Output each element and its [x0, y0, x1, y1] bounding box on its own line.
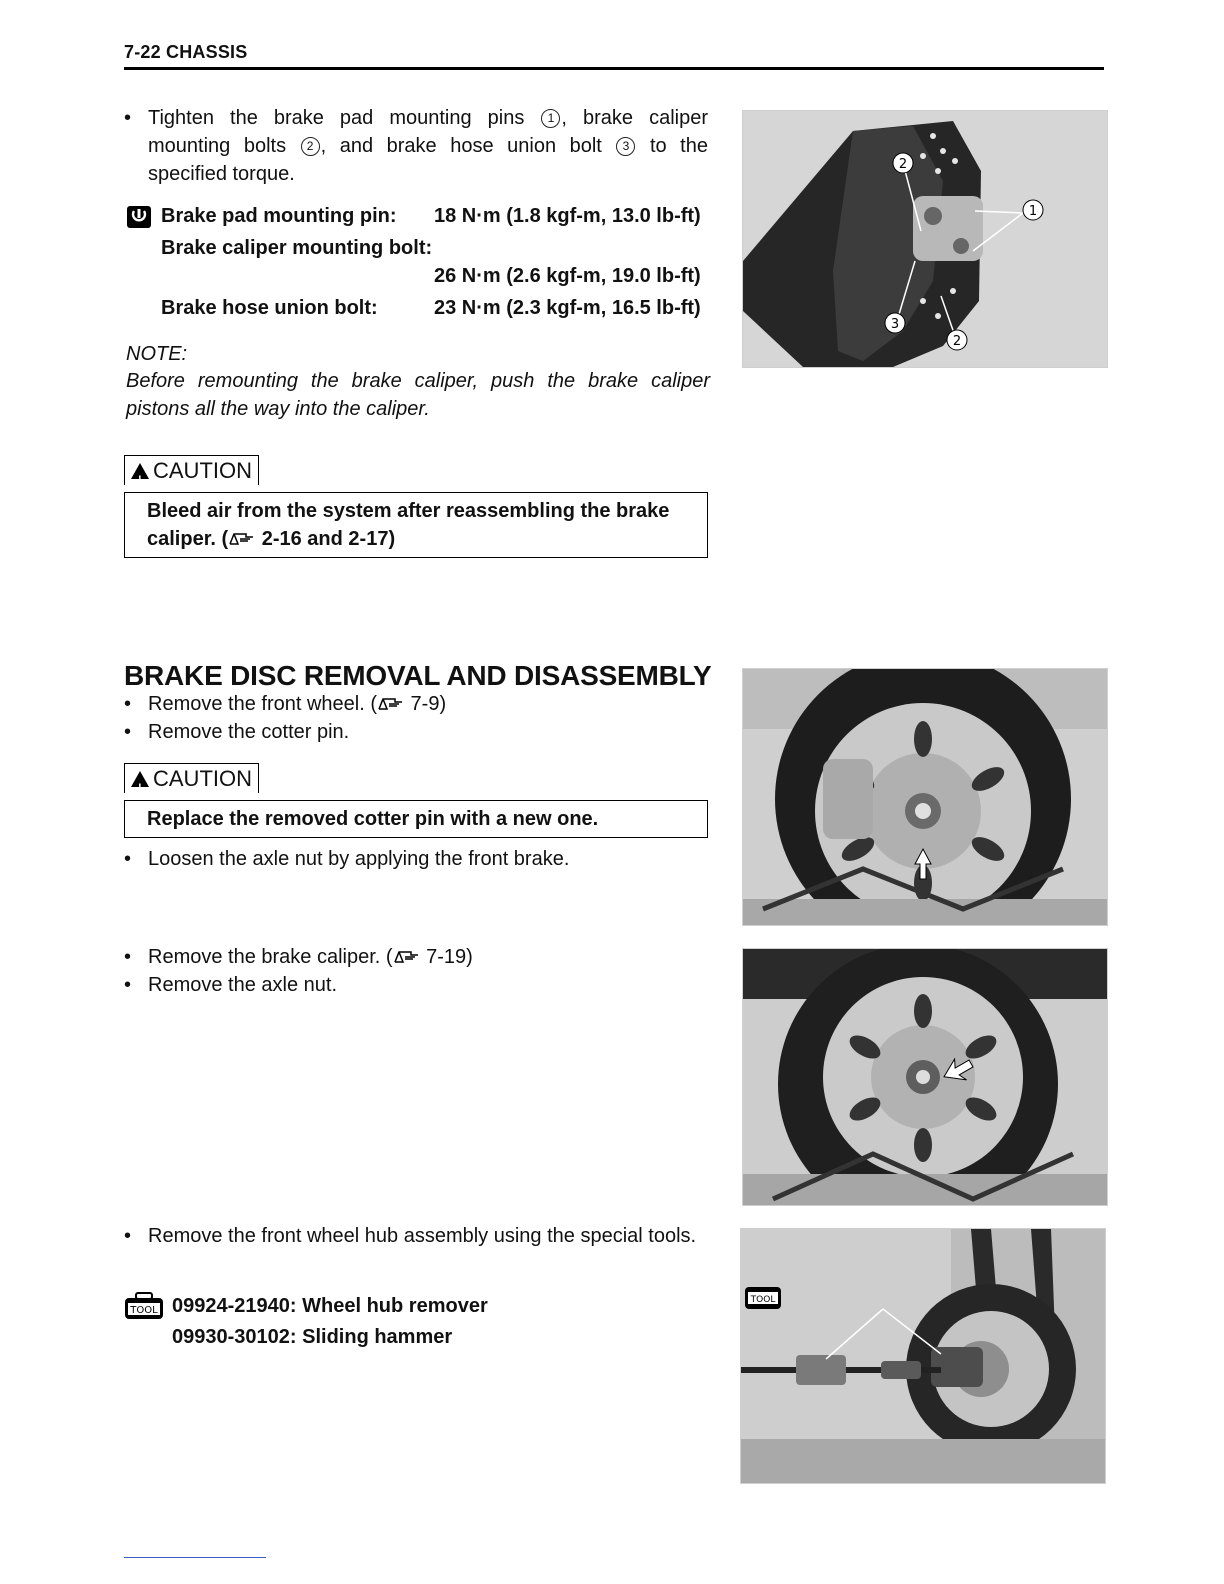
tighten-paragraph [124, 104, 708, 188]
brake-caliper-illustration [743, 111, 1107, 367]
step-remove-brake-caliper [124, 943, 473, 971]
warning-triangle-icon [131, 463, 149, 479]
photo-brake-caliper [742, 110, 1108, 368]
tool-1-name: Wheel hub remover [302, 1295, 488, 1317]
step-text: Loosen the axle nut by applying the front brake. [148, 848, 570, 870]
tighten-text-a: Tighten the brake pad mounting pins [148, 107, 525, 129]
bullet: • [124, 693, 132, 715]
hub-remover-illustration [741, 1229, 1105, 1483]
step-text: Remove the cotter pin. [148, 721, 350, 743]
step-remove-hub [124, 1222, 708, 1250]
step-text: Remove the axle nut. [148, 974, 337, 996]
tool-badge-text: TOOL [130, 1305, 158, 1316]
tighten-text-b: , brake caliper mounting bolts [148, 107, 708, 157]
note-label: NOTE: [126, 343, 188, 365]
callout-1: 1 [541, 109, 560, 128]
warning-triangle-icon [131, 771, 149, 787]
photo-tool-badge-text: TOOL [750, 1295, 776, 1305]
step-remove-axle-nut [124, 971, 337, 999]
photo-callout-2-top: 2 [898, 157, 908, 172]
caution-label-2: CAUTION [153, 766, 252, 791]
step-text: Remove the front wheel. ( [148, 693, 377, 715]
header-rule [124, 67, 1104, 70]
photo-hub-remover [740, 1228, 1106, 1484]
tighten-text-c: , and brake hose union bolt [320, 135, 602, 157]
brake-disc-illustration [743, 669, 1107, 925]
tighten-text-d: to the specified torque. [148, 135, 708, 185]
caution-label-1: CAUTION [153, 458, 252, 483]
photo-axle-nut [742, 948, 1108, 1206]
step-ref: 7-9) [405, 693, 447, 715]
callout-2: 2 [301, 137, 320, 156]
caution-tab-2 [124, 763, 259, 793]
caution-text-2: Replace the removed cotter pin with a new one. [147, 808, 599, 830]
bullet: • [124, 1225, 132, 1247]
caution-box-1 [124, 492, 708, 558]
special-tool-icon [124, 1292, 164, 1320]
spec-label-caliper-bolt: Brake caliper mounting bolt: [161, 237, 433, 259]
tool-2-name: Sliding hammer [302, 1326, 453, 1348]
torque-wrench-icon [126, 205, 152, 229]
bullet: • [124, 946, 132, 968]
spec-label-hose-bolt: Brake hose union bolt: [161, 297, 378, 319]
tool-1 [172, 1295, 488, 1318]
reference-hand-icon [377, 696, 405, 712]
photo-callout-3: 3 [890, 317, 900, 332]
page-header-title: 7-22 CHASSIS [124, 42, 248, 62]
reference-hand-icon [228, 531, 256, 547]
caution-tab-1 [124, 455, 259, 485]
photo-callout-1: 1 [1028, 204, 1038, 219]
step-loosen-axle-nut [124, 845, 569, 873]
reference-hand-icon [393, 949, 421, 965]
step-remove-front-wheel [124, 690, 446, 718]
bullet: • [124, 974, 132, 996]
bullet: • [124, 848, 132, 870]
bullet: • [124, 107, 132, 129]
footer-rule [124, 1557, 266, 1558]
spec-value-hose-bolt: 23 N·m (2.3 kgf-m, 16.5 lb-ft) [434, 297, 701, 319]
spec-value-caliper-bolt: 26 N·m (2.6 kgf-m, 19.0 lb-ft) [434, 265, 701, 287]
tool-1-code: 09924-21940: [172, 1295, 297, 1317]
photo-callout-2-bottom: 2 [952, 334, 962, 349]
tool-2-code: 09930-30102: [172, 1326, 297, 1348]
step-text: Remove the brake caliper. ( [148, 946, 393, 968]
note-text: Before remounting the brake caliper, push the brake caliper pistons all the way into the caliper. [126, 370, 710, 420]
callout-3: 3 [616, 137, 635, 156]
caution-text-1a: Bleed air from the system after reassembling the brake caliper. ( [147, 500, 670, 550]
step-text: Remove the front wheel hub assembly using the special tools. [148, 1225, 697, 1247]
tool-2 [172, 1326, 452, 1349]
caution-text-1b: 2-16 and 2-17) [256, 528, 396, 550]
section-title: BRAKE DISC REMOVAL AND DISASSEMBLY [124, 660, 712, 691]
step-remove-cotter-pin [124, 718, 349, 746]
bullet: • [124, 721, 132, 743]
axle-nut-illustration [743, 949, 1107, 1205]
step-ref: 7-19) [420, 946, 473, 968]
spec-label-pad-pin: Brake pad mounting pin: [161, 205, 397, 227]
caution-box-2 [124, 800, 708, 838]
photo-wheel-with-caliper [742, 668, 1108, 926]
spec-value-pad-pin: 18 N·m (1.8 kgf-m, 13.0 lb-ft) [434, 205, 701, 227]
